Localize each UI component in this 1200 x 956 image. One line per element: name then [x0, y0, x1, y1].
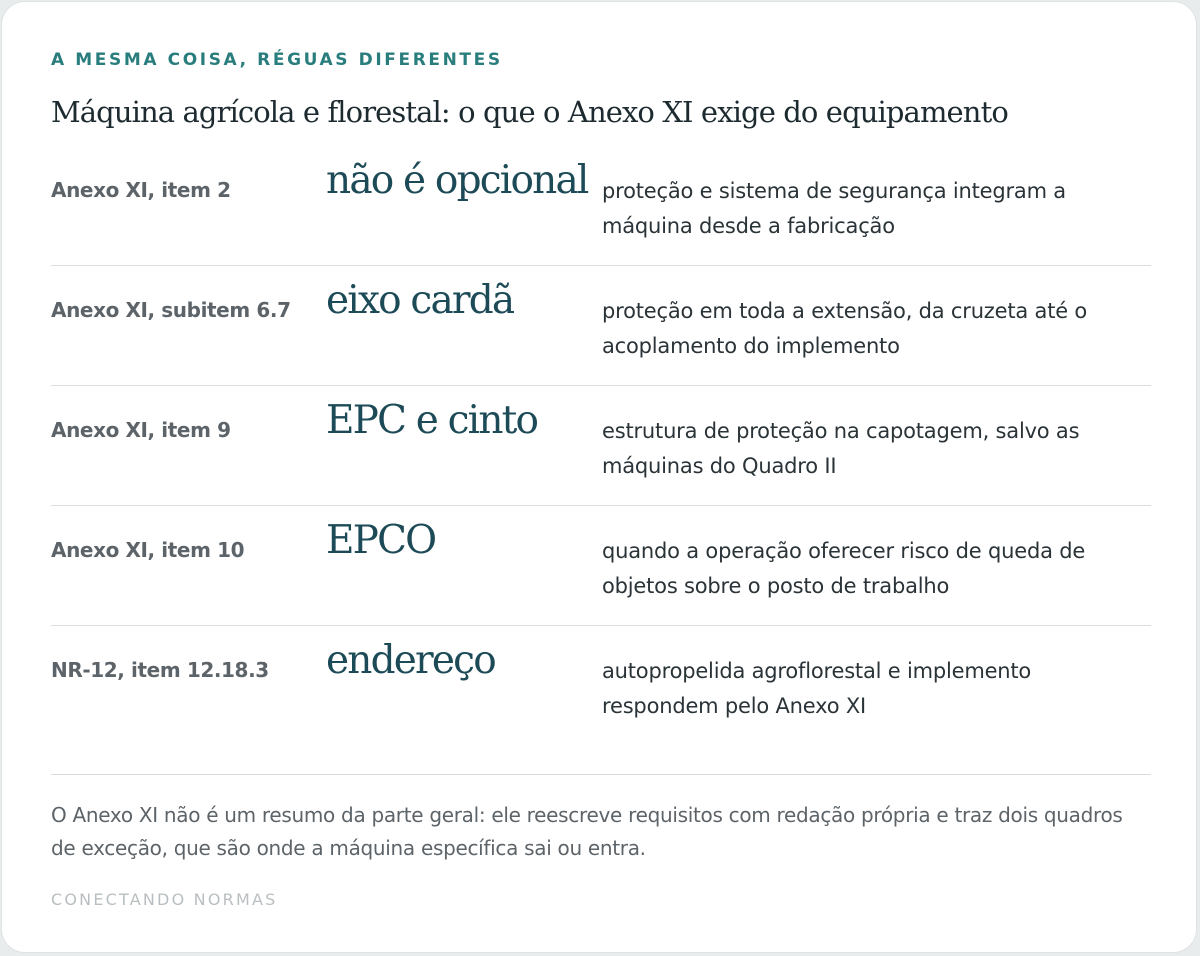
page-title: Máquina agrícola e florestal: o que o Anexo XI exige do equipamento — [51, 95, 1008, 129]
list-item — [51, 146, 1151, 266]
row-keyword: eixo cardã — [326, 278, 514, 323]
row-reference: Anexo XI, item 9 — [51, 418, 231, 442]
requirements-list — [51, 146, 1151, 748]
list-item — [51, 506, 1151, 626]
row-reference: NR-12, item 12.18.3 — [51, 658, 269, 682]
row-description: estrutura de proteção na capotagem, salvo as máquinas do Quadro II — [602, 419, 1080, 478]
card — [1, 1, 1197, 953]
footnote: O Anexo XI não é um resumo da parte geral: ele reescreve requisitos com redação própria e traz dois quadros de exceção, que são onde a máquina específica sai ou entra. — [51, 803, 1123, 860]
row-description: autopropelida agroflorestal e implemento respondem pelo Anexo XI — [602, 659, 1032, 718]
list-item — [51, 266, 1151, 386]
row-keyword: EPCO — [326, 518, 436, 563]
list-item — [51, 386, 1151, 506]
list-item — [51, 626, 1151, 748]
row-keyword: não é opcional — [326, 158, 588, 203]
row-keyword: endereço — [326, 638, 495, 683]
row-description: proteção em toda a extensão, da cruzeta até o acoplamento do implemento — [602, 299, 1088, 358]
row-reference: Anexo XI, subitem 6.7 — [51, 298, 291, 322]
row-description: proteção e sistema de segurança integram a máquina desde a fabricação — [602, 179, 1066, 238]
row-description: quando a operação oferecer risco de queda de objetos sobre o posto de trabalho — [602, 539, 1086, 598]
brand-footer: CONECTANDO NORMAS — [51, 890, 278, 909]
row-reference: Anexo XI, item 2 — [51, 178, 231, 202]
row-reference: Anexo XI, item 10 — [51, 538, 245, 562]
divider — [51, 774, 1151, 775]
eyebrow: A MESMA COISA, RÉGUAS DIFERENTES — [51, 50, 503, 70]
row-keyword: EPC e cinto — [326, 398, 538, 443]
